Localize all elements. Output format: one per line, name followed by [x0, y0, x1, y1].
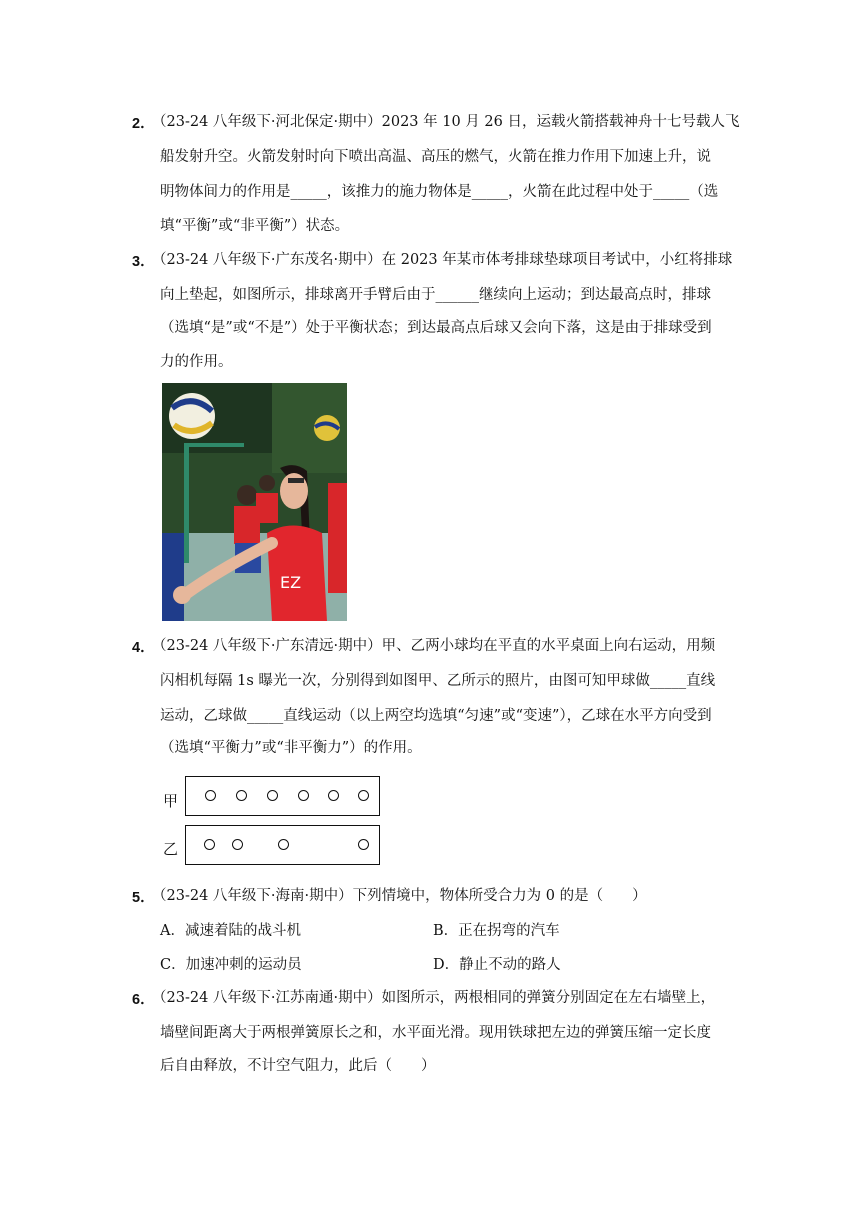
question-number: 5． [132, 890, 155, 906]
figure-label-a: 甲 [163, 792, 179, 810]
question-text-line: 向上垫起，如图所示，排球离开手臂后由于______继续向上运动；到达最高点时，排球 [160, 287, 711, 303]
figure-label-b: 乙 [163, 840, 179, 858]
question-text-line: （选填“是”或“不是”）处于平衡状态；到达最高点后球又会向下落，这是由于排球受到 [160, 320, 712, 336]
volleyball-photo-drawing [162, 383, 347, 621]
question-number: 6． [132, 992, 155, 1008]
ball-icon [358, 790, 369, 801]
ball-icon [236, 790, 247, 801]
question-text-line: （23-24 八年级下·河北保定·期中）2023 年 10 月 26 日，运载火箭搭载神舟十七号载人飞 [152, 114, 740, 130]
question-text-line: 后自由释放，不计空气阻力，此后（ ） [160, 1058, 436, 1074]
question-text-line: （23-24 八年级下·江苏南通·期中）如图所示，两根相同的弹簧分别固定在左右墙壁上， [152, 990, 716, 1006]
ball-icon [358, 839, 369, 850]
question-text-line: （23-24 八年级下·广东茂名·期中）在 2023 年某市体考排球垫球项目考试中，小红将排球 [152, 252, 733, 268]
question-stem: （23-24 八年级下·海南·期中）下列情境中，物体所受合力为 0 的是（ ） [152, 888, 647, 904]
question-text-line: 闪相机每隔 1s 曝光一次，分别得到如图甲、乙所示的照片，由图可知甲球做_____直线 [160, 673, 716, 689]
question-number: 3． [132, 254, 155, 270]
question-text-line: 明物体间力的作用是_____，该推力的施力物体是_____，火箭在此过程中处于_____（选 [160, 184, 719, 200]
figure-box-a [185, 776, 380, 816]
question-text-line: 填“平衡”或“非平衡”）状态。 [160, 218, 350, 234]
option-d: D．静止不动的路人 [433, 957, 561, 973]
option-a: A．减速着陆的战斗机 [160, 923, 301, 939]
question-text-line: 力的作用。 [160, 354, 233, 370]
ball-icon [328, 790, 339, 801]
svg-text:EZ: EZ [280, 573, 302, 592]
question-number: 4． [132, 640, 155, 656]
question-text-line: （选填“平衡力”或“非平衡力”）的作用。 [160, 740, 422, 756]
question-number: 2． [132, 116, 155, 132]
ball-icon [278, 839, 289, 850]
ball-icon [204, 839, 215, 850]
question-text-line: 船发射升空。火箭发射时向下喷出高温、高压的燃气，火箭在推力作用下加速上升，说 [160, 149, 711, 165]
figure-box-b [185, 825, 380, 865]
question-text-line: 运动，乙球做_____直线运动（以上两空均选填“匀速”或“变速”），乙球在水平方向受到 [160, 708, 712, 724]
ball-icon [205, 790, 216, 801]
ball-icon [298, 790, 309, 801]
volleyball-photo [162, 383, 347, 621]
option-c: C．加速冲刺的运动员 [160, 957, 302, 973]
question-text-line: 墙壁间距离大于两根弹簧原长之和，水平面光滑。现用铁球把左边的弹簧压缩一定长度 [160, 1025, 711, 1041]
ball-icon [232, 839, 243, 850]
option-b: B．正在拐弯的汽车 [433, 923, 560, 939]
question-text-line: （23-24 八年级下·广东清远·期中）甲、乙两小球均在平直的水平桌面上向右运动，用频 [152, 638, 716, 654]
ball-icon [267, 790, 278, 801]
